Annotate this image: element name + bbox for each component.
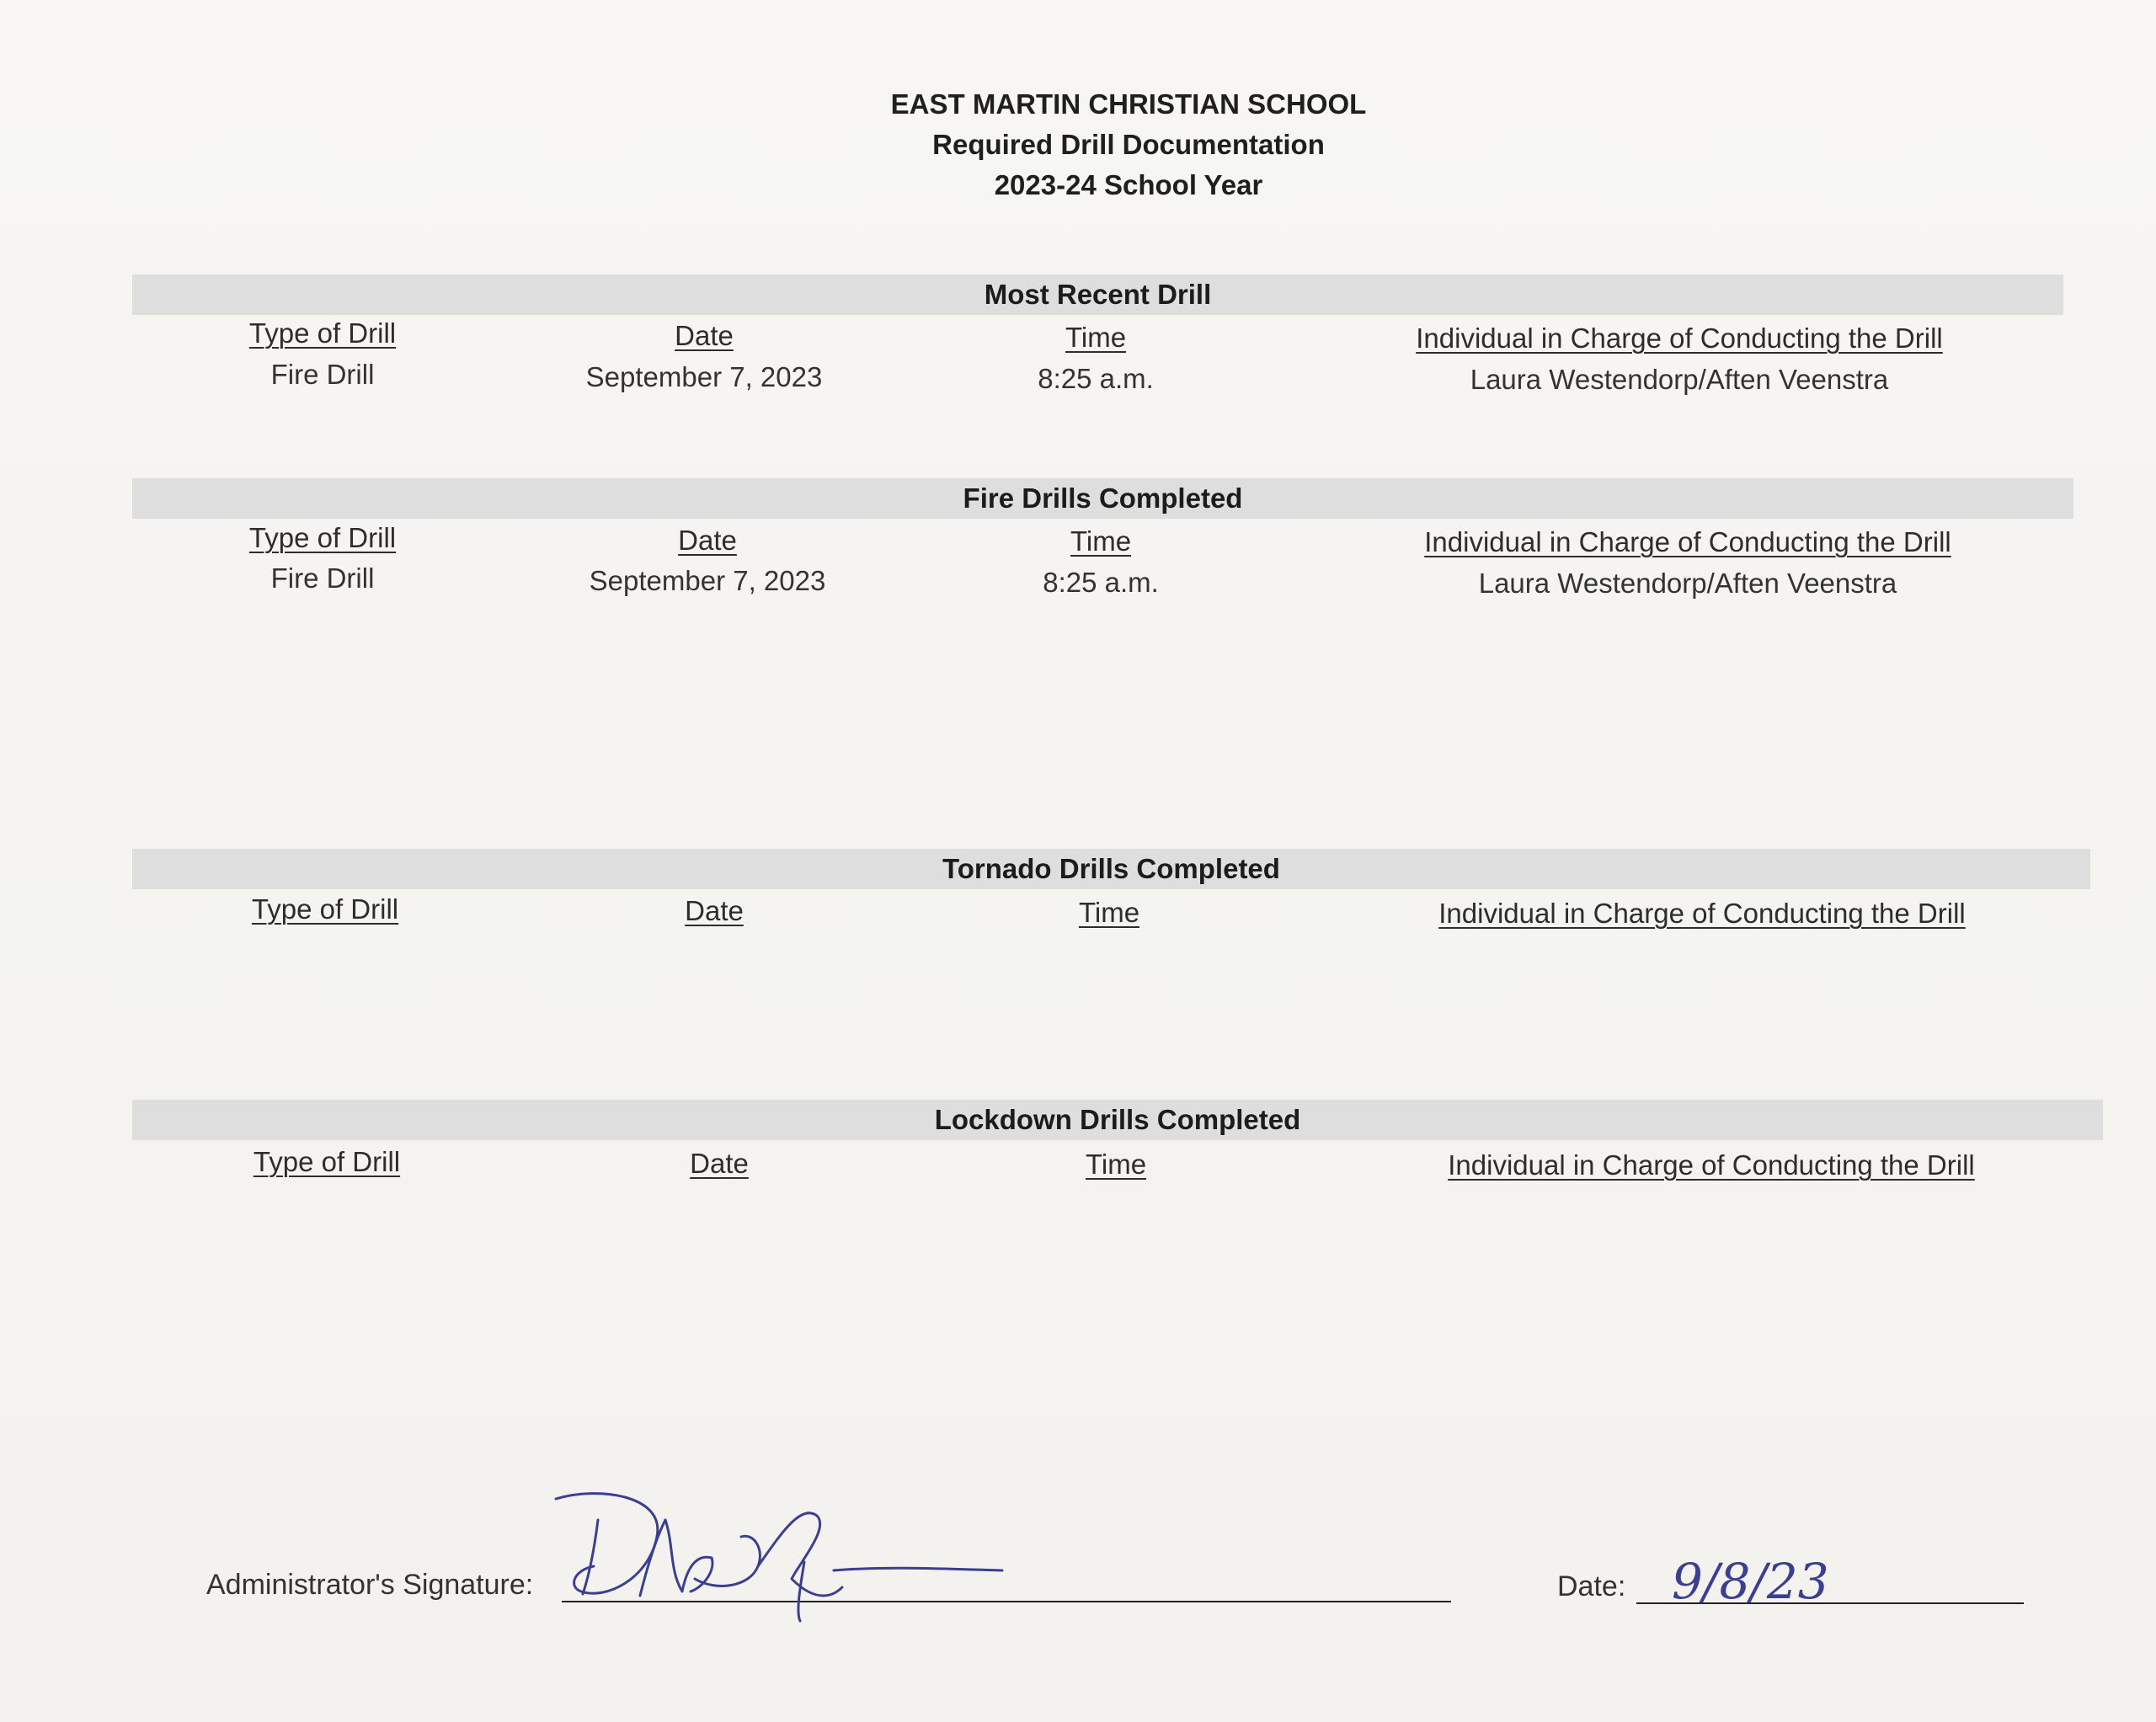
column-header-type: Type of Drill — [248, 317, 397, 349]
cell-type: Fire Drill — [270, 359, 375, 390]
school-name: EAST MARTIN CHRISTIAN SCHOOL — [890, 88, 1367, 120]
column-header-individual: Individual in Charge of Conducting the Drill — [1416, 323, 1943, 354]
section-title: Tornado Drills Completed — [942, 853, 1280, 884]
document-title: Required Drill Documentation — [932, 129, 1325, 160]
column-header-time: Time — [1078, 897, 1140, 928]
column-header-date: Date — [690, 1148, 749, 1179]
svg-text:9/8/23: 9/8/23 — [1672, 1553, 1829, 1610]
cell-time: 8:25 a.m. — [1038, 363, 1154, 394]
column-header-time: Time — [1085, 1149, 1147, 1180]
section-title: Lockdown Drills Completed — [934, 1104, 1301, 1135]
cell-date: September 7, 2023 — [585, 361, 823, 392]
column-header-date: Date — [678, 525, 737, 556]
section-most-recent-drill — [132, 275, 2063, 409]
section-tornado-drills — [132, 849, 2090, 941]
date-label: Date: — [1557, 1570, 1626, 1602]
section-lockdown-drills — [132, 1100, 2103, 1192]
handwritten-date — [1672, 1546, 1874, 1613]
section-title: Fire Drills Completed — [963, 482, 1243, 514]
cell-date: September 7, 2023 — [589, 565, 826, 596]
document-header — [0, 84, 2156, 205]
section-title: Most Recent Drill — [984, 279, 1212, 310]
column-header-date: Date — [675, 320, 734, 351]
handwritten-signature — [547, 1486, 1019, 1629]
column-header-type: Type of Drill — [253, 1146, 401, 1177]
column-header-individual: Individual in Charge of Conducting the Drill — [1438, 898, 1966, 929]
column-header-individual: Individual in Charge of Conducting the Drill — [1424, 526, 1951, 557]
column-header-time: Time — [1070, 525, 1132, 557]
column-header-type: Type of Drill — [251, 893, 399, 925]
signature-label: Administrator's Signature: — [206, 1569, 534, 1601]
school-year: 2023-24 School Year — [994, 169, 1263, 200]
cell-type: Fire Drill — [270, 562, 375, 594]
cell-individual: Laura Westendorp/Aften Veenstra — [1478, 568, 1897, 599]
column-header-time: Time — [1065, 322, 1127, 353]
cell-time: 8:25 a.m. — [1043, 567, 1159, 598]
cell-individual: Laura Westendorp/Aften Veenstra — [1470, 364, 1889, 395]
column-header-date: Date — [685, 895, 744, 926]
section-fire-drills — [132, 478, 2073, 613]
column-header-type: Type of Drill — [248, 522, 397, 553]
column-header-individual: Individual in Charge of Conducting the Drill — [1448, 1149, 1975, 1181]
